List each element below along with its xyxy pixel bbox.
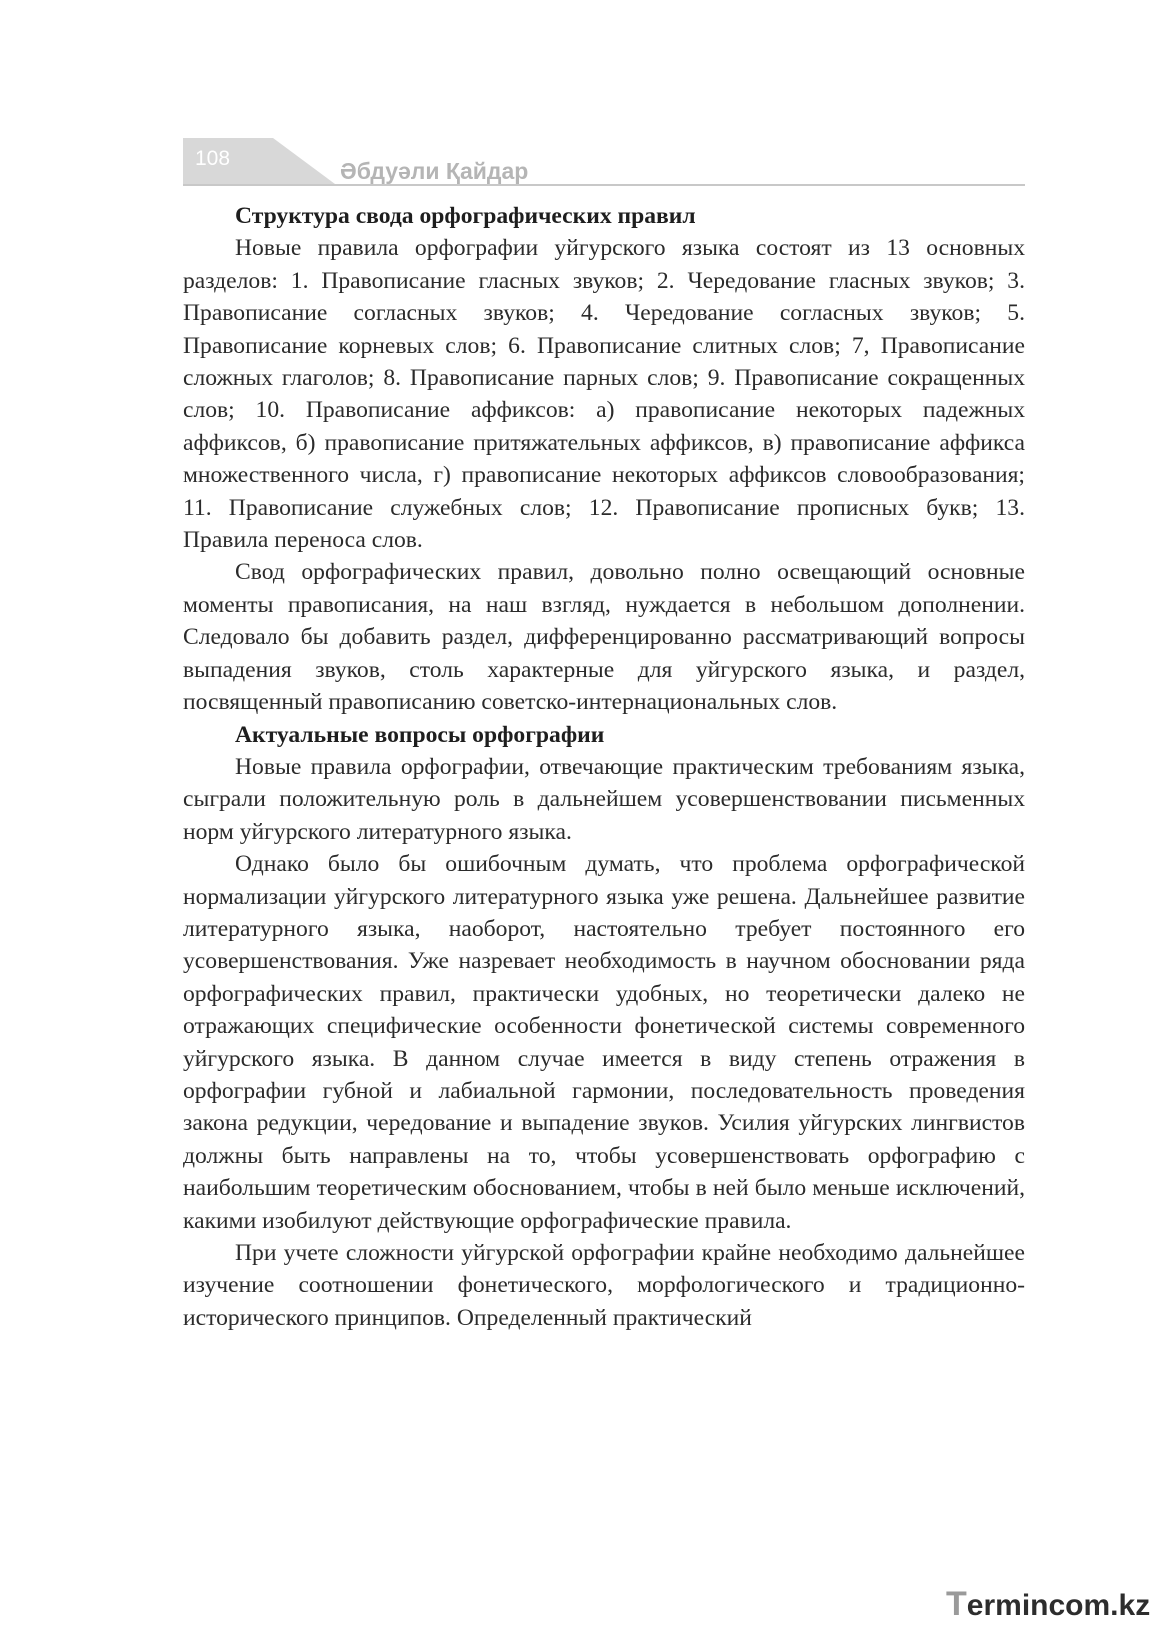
header-rule	[183, 184, 1025, 186]
page-body	[183, 200, 1025, 1334]
watermark-o-letter: o	[1065, 1589, 1084, 1622]
section-heading-structure: Структура свода орфографических правил	[235, 203, 696, 229]
page-number: 108	[195, 147, 231, 170]
section-heading-actual-questions: Актуальные вопросы орфографии	[235, 721, 605, 748]
running-head-author: Әбдуәли Қайдар	[340, 158, 529, 184]
paragraph-normalization-problem: Однако было бы ошибочным думать, что проблема орфографической нормализации уйгурского литературного языка уже решена. Дальнейшее развитие литературного языка, наоборот, настоятельно требует постоянного его усовершенствования. Уже назревает необходимость в научном обосновании ряда орфографических правил, практически удобных, но теоретически далеко не отражающих специфические особенности фонетической системы современного уйгурского языка. В данном случае имеется в виду степень отражения в орфографии губной и лабиальной гармонии, последовательность проведения закона редукции, чередование и выпадение звуков. Усилия уйгурских лингвистов должны быть направлены на то, чтобы усовершенствовать орфографию с наибольшим теоретическим обоснованием, чтобы в ней было меньше исключений, какими изобилуют действующие орфографические правила.	[183, 851, 1025, 1234]
page-header	[183, 138, 1025, 190]
paragraph-rules-addition: Свод орфографических правил, довольно полно освещающий основные моменты правописания, на наш взгляд, нуждается в небольшом дополнении. Следовало бы добавить раздел, дифференцированно рассматривающий вопросы выпадения звуков, столь характерные для уйгурского языка, и раздел, посвященный правописанию советско-интернациональных слов.	[183, 559, 1025, 716]
header-wedge-decoration	[273, 138, 335, 184]
termincom-watermark	[946, 1585, 1150, 1624]
paragraph-rules-sections: Новые правила орфографии уйгурского языка состоят из 13 основных разделов: 1. Правописание гласных звуков; 2. Чередование гласных звуков; 3. Правописание согласных звуков; 4. Чередование согласных звуков; 5. Правописание корневых слов; 6. Правописание слитных слов; 7, Правописание сложных глаголов; 8. Правописание парных слов; 9. Правописание сокращенных слов; 10. Правописание аффиксов: а) правописание некоторых падежных аффиксов, б) правописание притяжательных аффиксов, в) правописание аффикса множественного числа, г) правописание некоторых аффиксов словообразования; 11. Правописание служебных слов; 12. Правописание прописных букв; 13. Правила переноса слов.	[183, 235, 1025, 554]
watermark-t-letter: T	[946, 1585, 967, 1623]
watermark-text: erminc	[966, 1589, 1066, 1622]
paragraph-new-rules-role: Новые правила орфографии, отвечающие практическим требованиям языка, сыграли положительную роль в дальнейшем усовершенствовании письменных норм уйгурского литературного языка.	[183, 753, 1025, 845]
paragraph-principles-study: При учете сложности уйгурской орфографии крайне необходимо дальнейшее изучение соотношении фонетического, морфологического и традиционно-исторического принципов. Определенный практический	[183, 1240, 1025, 1331]
watermark-tail: m.kz	[1083, 1589, 1151, 1622]
